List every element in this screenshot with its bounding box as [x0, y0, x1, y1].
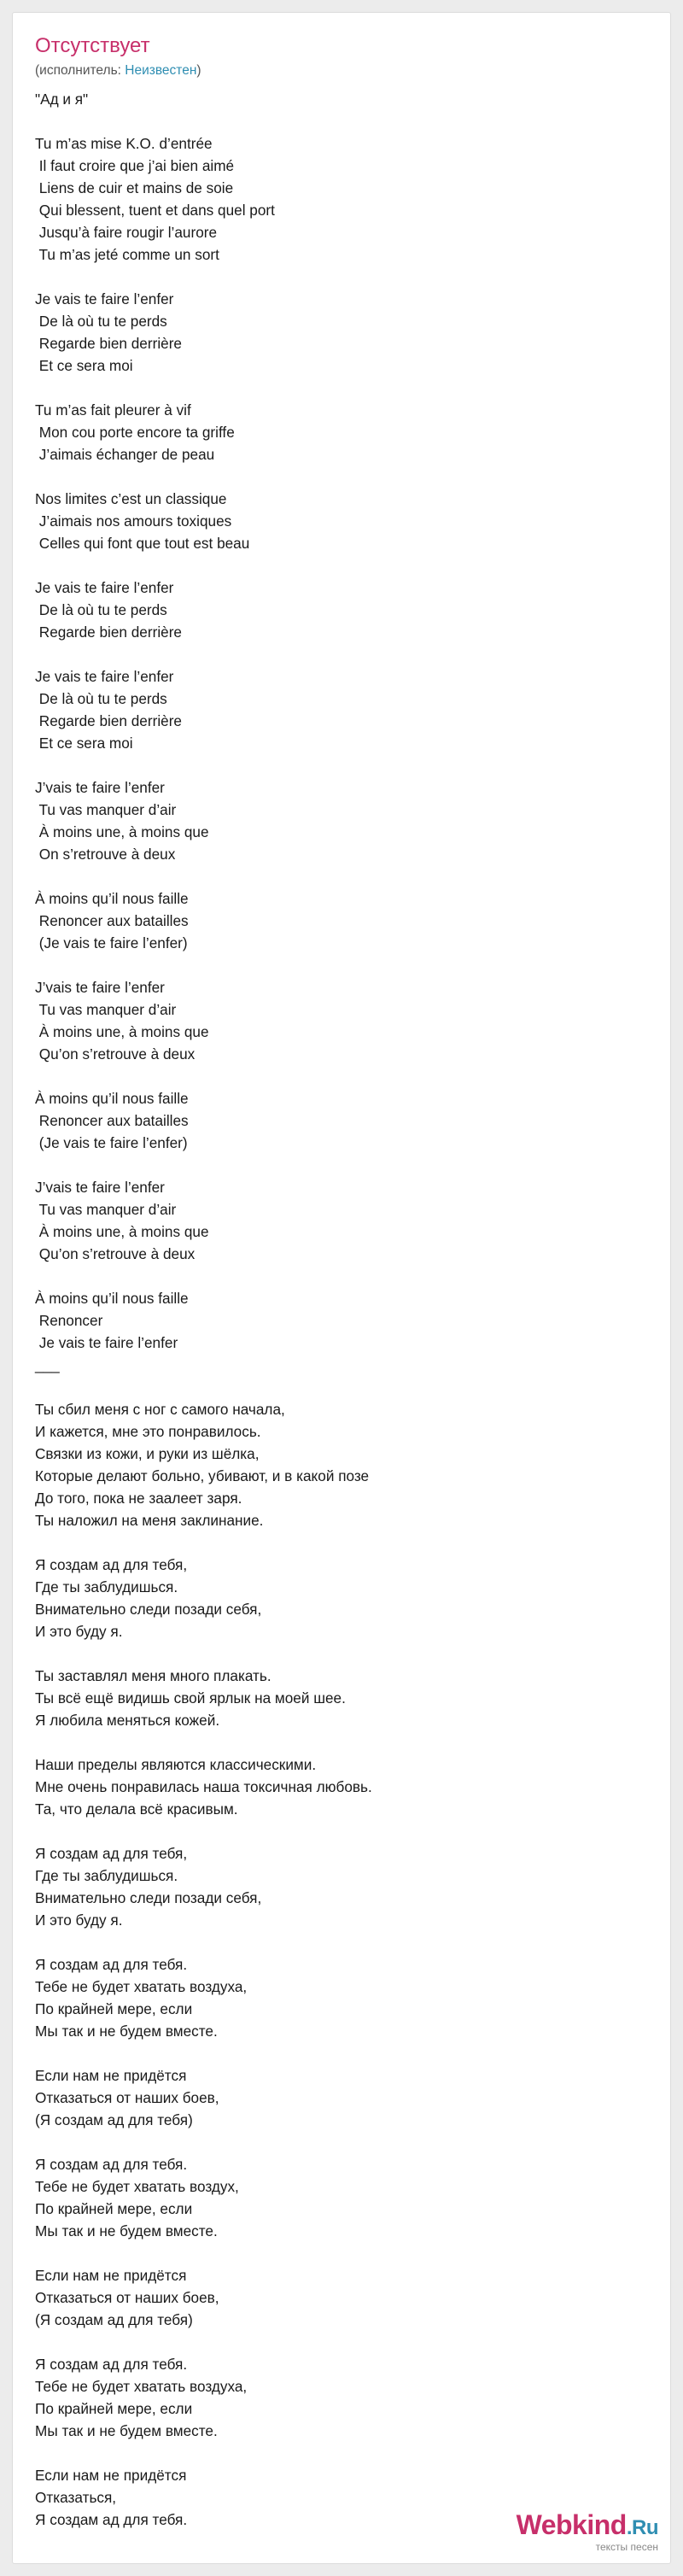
logo-ru: .Ru: [626, 2516, 658, 2539]
logo-web: Web: [516, 2509, 573, 2540]
site-watermark: [517, 2510, 658, 2553]
webkind-logo: [517, 2510, 658, 2543]
artist-link[interactable]: Неизвестен: [125, 63, 197, 78]
logo-kind: kind: [572, 2509, 627, 2540]
byline-prefix: (исполнитель:: [35, 63, 126, 78]
logo-subtitle: тексты песен: [595, 2541, 658, 2553]
lyrics-page: [12, 12, 671, 2564]
byline: [35, 62, 201, 79]
byline-suffix: ): [196, 63, 201, 78]
song-title: Отсутствует: [35, 34, 150, 57]
lyrics-text: "Ад и я" Tu m’as mise K.O. d’entrée Il faut croire que j’ai bien aimé Liens de cuir et mains de soie Qui blessent, tuent et dans quel port Jusqu’à faire rougir l’aurore Tu m’as jeté comme un sort Je vais te faire l’enfer De là où tu te perds Regarde bien derrière Et ce sera moi Tu m’as fait pleurer à vif Mon cou porte encore ta griffe J’aimais échanger de peau Nos limites c’est un classique J’aimais nos amours toxiques Celles qui font que tout est beau Je vais te faire l’enfer De là où tu te perds Regarde bien derrière Je vais te faire l’enfer De là où tu te perds Regarde bien derrière Et ce sera moi J’vais te faire l’enfer Tu vas manquer d’air À moins une, à moins que On s’retrouve à deux À moins qu’il nous faille Renoncer aux batailles (Je vais te faire l’enfer) J’vais te faire l’enfer Tu vas manquer d’air À moins une, à moins que Qu’on s’retrouve à deux À moins qu’il nous faille Renoncer aux batailles (Je vais te faire l’enfer) J’vais te faire l’enfer Tu vas manquer d’air À moins une, à moins que Qu’on s’retrouve à deux À moins qu’il nous faille Renoncer Je vais te faire l’enfer ___ Ты сбил меня с ног с самого начала, И кажется, мне это понравилось. Связки из кожи, и руки из шёлка, Которые делают больно, убивают, и в какой позе До того, пока не заалеет заря. Ты наложил на меня заклинание. Я создам ад для тебя, Где ты заблудишься. Внимательно следи позади себя, И это буду я. Ты заставлял меня много плакать. Ты всё ещё видишь свой ярлык на моей шее. Я любила меняться кожей. Наши пределы являются классическими. Мне очень понравилась наша токсичная любовь. Та, что делала всё красивым. Я создам ад для тебя, Где ты заблудишься. Внимательно следи позади себя, И это буду я. Я создам ад для тебя. Тебе не будет хватать воздуха, По крайней мере, если Мы так и не будем вместе. Если нам не придётся Отказаться от наших боев, (Я создам ад для тебя) Я создам ад для тебя. Тебе не будет хватать воздух, По крайней мере, если Мы так и не будем вместе. Если нам не придётся Отказаться от наших боев, (Я создам ад для тебя) Я создам ад для тебя. Тебе не будет хватать воздуха, По крайней мере, если Мы так и не будем вместе. Если нам не придётся Отказаться, Я создам ад для тебя.: [35, 91, 372, 2528]
